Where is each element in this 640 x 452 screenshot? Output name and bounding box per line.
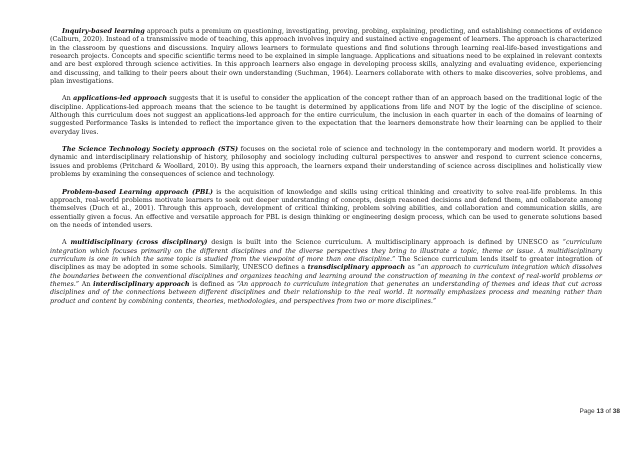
page-label: Page <box>579 408 597 415</box>
paragraph-fragment: An <box>79 279 94 288</box>
paragraph-text: approach puts a premium on questioning, investigating, proving, probing, explaining, predicting, and establishing connections of evidence (Calburn, 2020). Instead of a transmissive mode of teaching, this approach involves inquiry and sustained active engagement of learners. The approach is characterized in the classroom by questions and discussions. Inquiry allows learners to formulate questions and find solutions through learning real-life-based investigations and research projects. Concepts and specific scientific terms need to be explained in simple language. Applications and situations need to be explained in relevant contexts and are best explored through science activities. In this approach learners also engage in developing process skills, analyzing and evaluating evidence, experiencing and discussing, and talking to their peers about their own understanding (Suchman, 1964). Learners collaborate with others to make discoveries, solve problems, and plan investigations. <box>50 27 602 86</box>
paragraph-text: focuses on the societal role of science and technology in the contemporary and modern world. It provides a dynamic and interdisciplinary relationship of history, philosophy and sociology including cultural perspectives to answer and respond to current science concerns, issues and problems (Pritchard & Woollard, 2010). By using this approach, the learners expand their understanding of science across disciplines and holistically view problems by examining the consequences of science and technology. <box>50 145 602 179</box>
term-sts-approach: The Science Technology Society approach (STS) <box>62 145 239 154</box>
current-page: 13 <box>596 408 604 415</box>
term-interdisciplinary: interdisciplinary approach <box>93 279 190 288</box>
paragraph-fragment: is defined as <box>189 279 237 288</box>
term-applications-led-approach: applications-led approach <box>73 94 168 103</box>
page-number <box>579 408 620 415</box>
paragraph-multidisciplinary <box>50 238 602 305</box>
paragraph-fragment: as <box>405 263 418 272</box>
term-transdisciplinary: transdisciplinary approach <box>307 263 406 272</box>
paragraph-text: is the acquisition of knowledge and skills using critical thinking and creativity to solve real-life problems. In this approach, real-world problems motivate learners to seek out deeper understanding of concepts, design reasoned decisions and defend them, and collaborate among themselves (Duch et al., 2001). Through this approach, development of critical thinking, problem solving abilities, and collaboration and communication skills, are essentially given a focus. An effective and versatile approach for PBL is design thinking or engineering design process, which can be used to generate solutions based on the needs of intended users. <box>50 187 602 229</box>
quote-unesco-transdisciplinary: “an approach to curriculum integration which dissolves the boundaries between the conventional disciplines and organizes teaching and learning around the construction of meaning in the context of real-world problems or themes.” <box>50 263 602 288</box>
quote-unesco-interdisciplinary: “An approach to curriculum integration that generates an understanding of themes and ideas that cut across disciplines and of the connections between different disciplines and their relationship to the real world. It normally emphasizes process and meaning rather than product and content by combining contents, theories, methodologies, and perspectives from two or more disciplines.” <box>50 279 602 305</box>
paragraph-sts <box>50 145 602 178</box>
paragraph-fragment: The Science curriculum lends itself to greater integration of disciplines as may be adopted in some schools. Similarly, UNESCO defines a <box>50 254 602 272</box>
term-pbl-approach: Problem-based Learning approach (PBL) <box>62 187 213 196</box>
term-multidisciplinary: multidisciplinary (cross disciplinary) <box>70 238 208 247</box>
total-pages: 38 <box>612 408 620 415</box>
paragraph-pbl <box>50 188 602 230</box>
term-inquiry-based-learning: Inquiry-based learning <box>62 27 145 35</box>
of-label: of <box>603 408 613 415</box>
paragraph-text: suggests that it is useful to consider the application of the concept rather than of an approach based on the traditional logic of the discipline. Applications-led approach means that the science to be taught is determined by applications from life and NOT by the logic of the discipline of science. Although this curriculum does not suggest an applications-led approach for the entire curriculum, the inclusion in each quarter in each of the domains of learning of suggested Performance Tasks is intended to reflect the importance given to the expectation that the learners demonstrate how their learning can be applied to their everyday lives. <box>50 94 602 136</box>
document-body <box>50 27 602 314</box>
paragraph-fragment: A <box>62 238 71 247</box>
paragraph-applications-led <box>50 94 602 136</box>
paragraph-fragment: design is built into the Science curriculum. A multidisciplinary approach is defined by UNESCO as <box>207 238 563 247</box>
paragraph-inquiry-based <box>50 27 602 85</box>
paragraph-prefix: An <box>62 94 74 103</box>
quote-unesco-multidisciplinary: “curriculum integration which focuses primarily on the different disciplines and the diverse perspectives they bring to illustrate a topic, theme or issue. A multidisciplinary curriculum is one in which the same topic is studied from the viewpoint of more than one discipline.” <box>50 238 602 263</box>
